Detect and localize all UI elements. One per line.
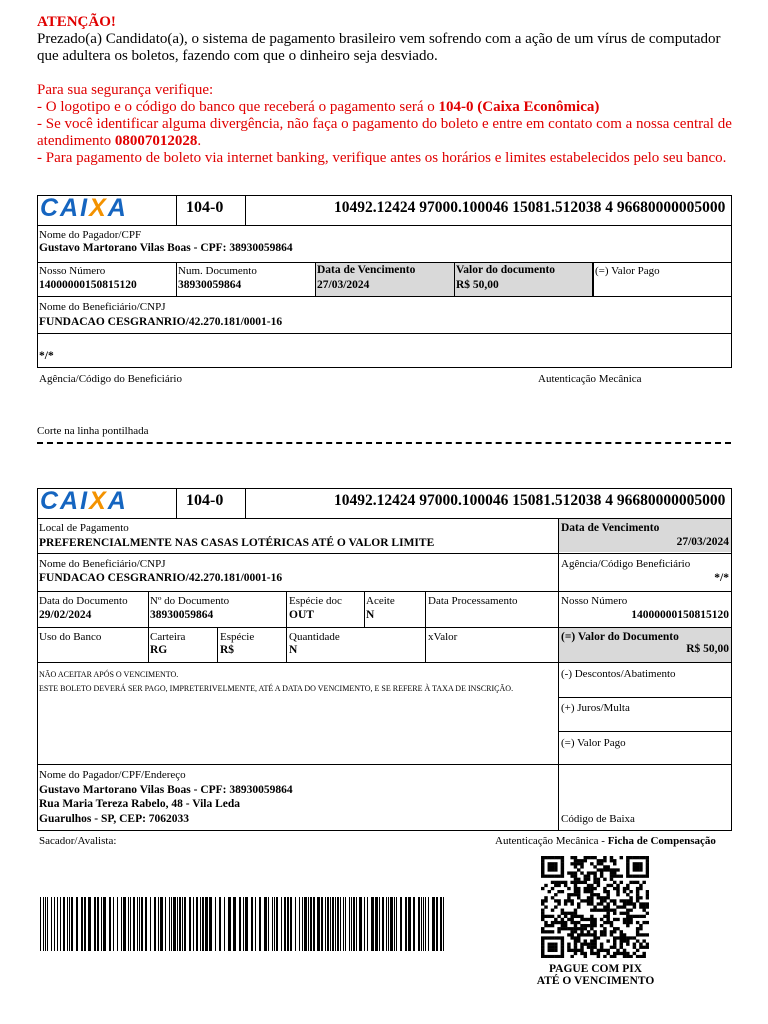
warning-phone: 08007012028 (114, 133, 198, 149)
beneficiario-value: FUNDACAO CESGRANRIO/42.270.181/0001-16 (39, 316, 283, 328)
pix-line-2: ATÉ O VENCIMENTO (536, 975, 655, 987)
autenticacao-label: Autenticação Mecânica (538, 373, 642, 385)
warning-intro: Prezado(a) Candidato(a), o sistema de pagamento brasileiro vem sofrendo com a ação de um vírus de computador que adultera os boletos, fazendo com que o dinheiro seja desviado. (37, 31, 721, 64)
sacador-label: Sacador/Avalista: (39, 835, 117, 847)
ficha-caption (495, 835, 716, 847)
slip-vencimento-value: 27/03/2024 (676, 536, 729, 548)
vencimento-value: 27/03/2024 (317, 279, 370, 291)
descontos-label: (-) Descontos/Abatimento (561, 668, 676, 680)
slip-valor-pago-label: (=) Valor Pago (561, 737, 626, 749)
num-doc-value: 38930059864 (150, 609, 214, 621)
ficha-label: Ficha de Compensação (607, 835, 716, 847)
vencimento-label: Data de Vencimento (317, 264, 416, 276)
nosso-numero-value: 14000000150815120 (39, 279, 137, 291)
beneficiario-label: Nome do Beneficiário/CNPJ (39, 301, 166, 313)
warning-item-1 (37, 99, 737, 116)
caixa-logo: CAIXA (40, 194, 128, 222)
quantidade-label: Quantidade (289, 631, 340, 643)
num-doc-label: Nº do Documento (150, 595, 230, 607)
especie-doc-label: Espécie doc (289, 595, 342, 607)
digitable-line: 10492.12424 97000.100046 15081.512038 4 96680000005000 (334, 199, 726, 216)
pagador-line-1: Gustavo Martorano Vilas Boas - CPF: 38930059864 (39, 784, 293, 796)
slip-autenticacao-label: Autenticação Mecânica - (495, 835, 608, 847)
quantidade-value: N (289, 644, 298, 656)
instruction-2: ESTE BOLETO DEVERÁ SER PAGO, IMPRETERIVELMENTE, ATÉ A DATA DO VENCIMENTO, E SE REFERE À TAXA DE INSCRIÇÃO. (39, 684, 514, 693)
agencia-value: */* (39, 350, 54, 362)
nosso-numero-label: Nosso Número (39, 265, 106, 277)
slip-beneficiario-value: FUNDACAO CESGRANRIO/42.270.181/0001-16 (39, 572, 283, 584)
valor-documento-value: R$ 50,00 (686, 643, 729, 655)
payer-label: Nome do Pagador/CPF (39, 229, 142, 241)
carteira-label: Carteira (150, 631, 186, 643)
data-documento-value: 29/02/2024 (39, 609, 92, 621)
payer-value: Gustavo Martorano Vilas Boas - CPF: 38930059864 (39, 242, 293, 254)
carteira-value: RG (150, 644, 168, 656)
warning-bank-code: 104-0 (Caixa Econômica) (438, 99, 600, 115)
codigo-baixa-label: Código de Baixa (561, 813, 635, 825)
valor-value: R$ 50,00 (456, 279, 499, 291)
pagador-line-3: Guarulhos - SP, CEP: 7062033 (39, 813, 190, 825)
cut-line (37, 442, 731, 444)
caixa-logo-slip: CAIXA (40, 487, 128, 515)
especie-label: Espécie (220, 631, 255, 643)
instruction-1: NÃO ACEITAR APÓS O VENCIMENTO. (39, 670, 179, 679)
processamento-label: Data Processamento (428, 595, 518, 607)
pagador-label: Nome do Pagador/CPF/Endereço (39, 769, 186, 781)
warning-item-3: - Para pagamento de boleto via internet banking, verifique antes os horários e limites estabelecidos pelo seu banco. (37, 150, 727, 166)
valor-label: Valor do documento (456, 264, 556, 276)
uso-banco-label: Uso do Banco (39, 631, 102, 643)
especie-doc-value: OUT (289, 609, 314, 621)
slip-beneficiario-label: Nome do Beneficiário/CNPJ (39, 558, 166, 570)
pix-qr-code (541, 856, 649, 958)
warning-verify-title: Para sua segurança verifique: (37, 82, 214, 98)
warning-item-2-text: - Se você identificar alguma divergência, não faça o pagamento do boleto e entre em contato com a nossa central de atendimento (37, 116, 732, 149)
slip-nosso-numero-value: 14000000150815120 (631, 609, 729, 621)
security-warning (37, 14, 737, 167)
slip-bank-code: 104-0 (186, 492, 224, 509)
especie-value: R$ (220, 644, 235, 656)
slip-digitable-line: 10492.12424 97000.100046 15081.512038 4 96680000005000 (334, 492, 726, 509)
local-value: PREFERENCIALMENTE NAS CASAS LOTÉRICAS ATÉ O VALOR LIMITE (39, 537, 435, 549)
cut-label: Corte na linha pontilhada (37, 425, 149, 437)
num-documento-label: Num. Documento (178, 265, 257, 277)
slip-agencia-value: */* (714, 572, 729, 584)
pagador-line-2: Rua Maria Tereza Rabelo, 48 - Vila Leda (39, 798, 241, 810)
xvalor-label: xValor (428, 631, 458, 643)
agencia-label: Agência/Código do Beneficiário (39, 373, 182, 385)
aceite-label: Aceite (366, 595, 395, 607)
slip-nosso-numero-label: Nosso Número (561, 595, 628, 607)
warning-item-1-text: - O logotipo e o código do banco que receberá o pagamento será o (37, 99, 439, 115)
num-documento-value: 38930059864 (178, 279, 242, 291)
bank-code: 104-0 (186, 199, 224, 216)
juros-label: (+) Juros/Multa (561, 702, 630, 714)
valor-documento-label: (=) Valor do Documento (561, 631, 679, 643)
slip-agencia-label: Agência/Código Beneficiário (561, 558, 691, 570)
warning-item-2 (37, 116, 737, 150)
slip-vencimento-label: Data de Vencimento (561, 522, 660, 534)
data-documento-label: Data do Documento (39, 595, 128, 607)
barcode (40, 897, 446, 951)
aceite-value: N (366, 609, 375, 621)
warning-item-2-suffix: . (197, 133, 202, 149)
valor-pago-label: (=) Valor Pago (595, 265, 660, 277)
local-label: Local de Pagamento (39, 522, 129, 534)
warning-title: ATENÇÃO! (37, 14, 116, 30)
pix-line-1: PAGUE COM PIX (548, 963, 643, 975)
